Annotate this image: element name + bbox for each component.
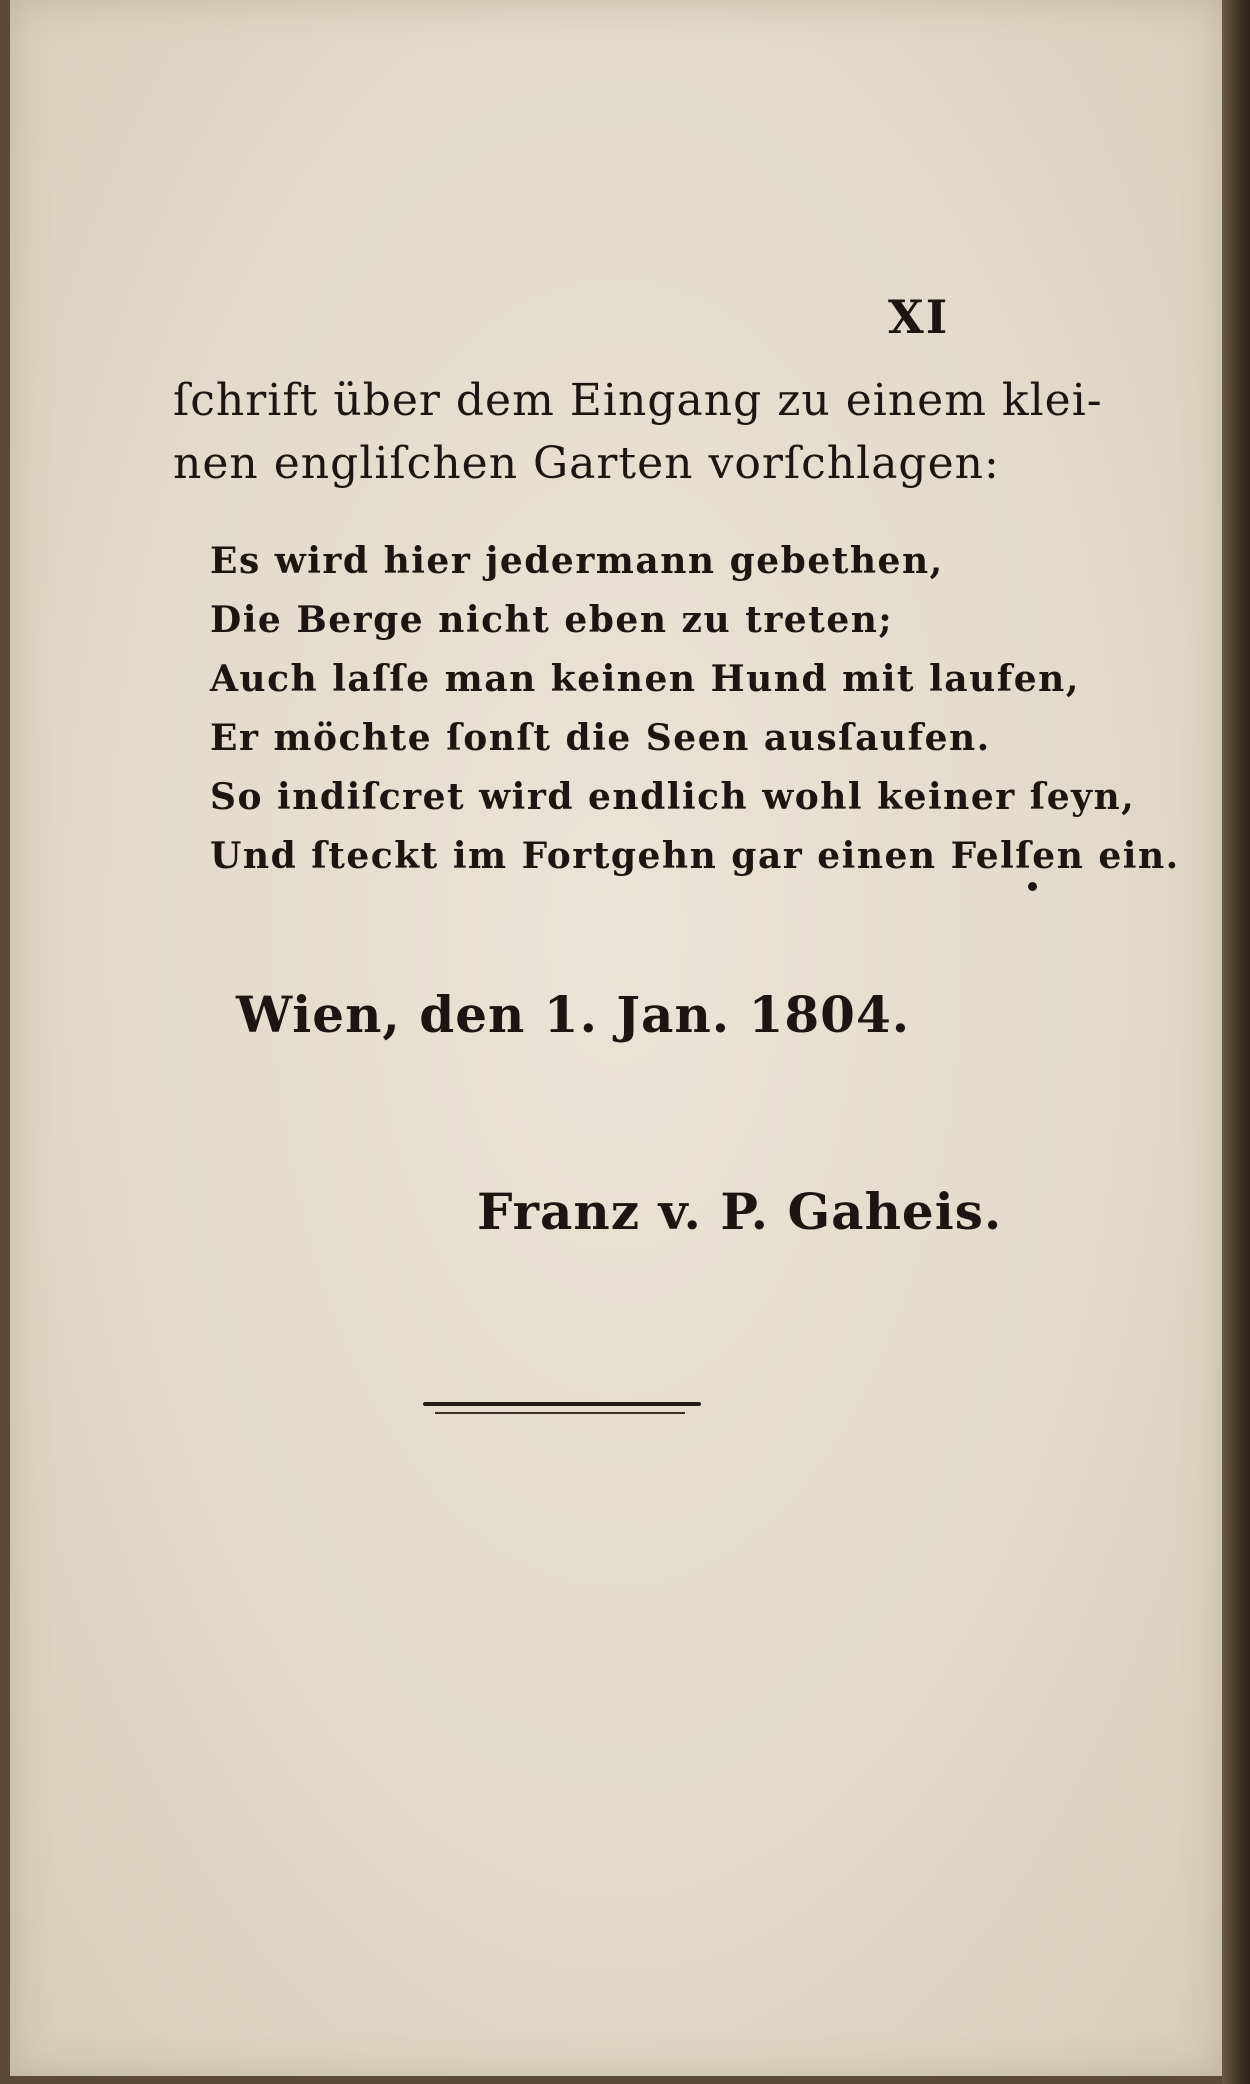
prose-line: nen engliſchen Garten vorſchlagen: [173, 438, 1000, 489]
closing-rule-underline [435, 1412, 685, 1414]
verse-line: Er möchte ſonſt die Seen ausſaufen. [210, 717, 991, 759]
page-number: XI [888, 290, 950, 344]
ink-dot [1028, 882, 1037, 891]
verse-line: Auch laſſe man keinen Hund mit laufen, [210, 658, 1080, 700]
verse-line: Und ſteckt im Fortgehn gar einen Felſen ein. [210, 835, 1180, 877]
book-page [10, 0, 1222, 2076]
signature: Franz v. P. Gaheis. [477, 1182, 1003, 1241]
book-fore-edge [1222, 0, 1250, 2084]
dateline: Wien, den 1. Jan. 1804. [236, 985, 911, 1044]
verse-line: So indiſcret wird endlich wohl keiner ſeyn, [210, 776, 1136, 818]
verse-line: Es wird hier jedermann gebethen, [210, 540, 944, 582]
closing-rule [423, 1402, 701, 1406]
verse-line: Die Berge nicht eben zu treten; [210, 599, 894, 641]
prose-line: ſchrift über dem Eingang zu einem klei- [173, 375, 1103, 426]
